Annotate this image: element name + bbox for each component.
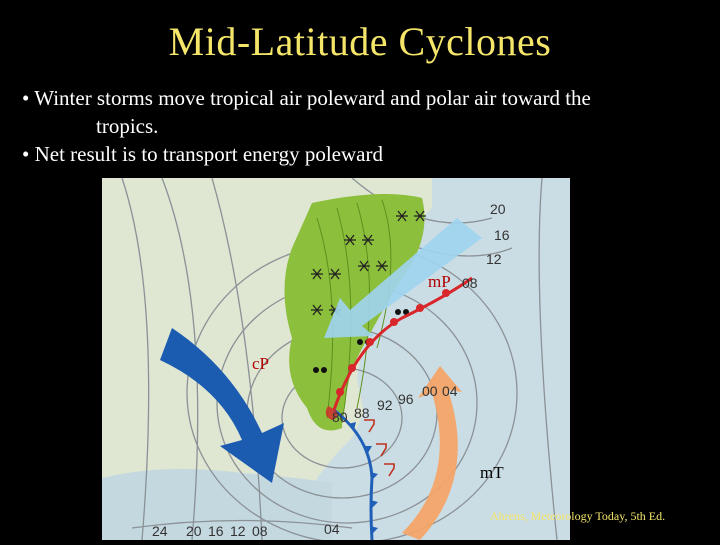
isobar-label: 12	[230, 523, 246, 539]
isobar-label: 92	[377, 397, 393, 413]
isobar-label: 96	[398, 391, 414, 407]
isobar-label: 12	[486, 251, 502, 267]
isobar-label: 24	[152, 523, 168, 539]
label-mT: mT	[480, 463, 504, 482]
isobar-label: 04	[324, 521, 340, 537]
label-mP: mP	[428, 272, 451, 291]
bullet-1-cont: tropics.	[96, 114, 159, 138]
label-cP: cP	[252, 354, 269, 373]
bullet-2: • Net result is to transport energy poleward	[22, 142, 383, 166]
weather-map	[102, 178, 570, 540]
isobar-label: 80	[332, 409, 348, 425]
source-credit: Ahrens, Meteorology Today, 5th Ed.	[490, 509, 666, 523]
bullet-1: • Winter storms move tropical air poleward and polar air toward the	[22, 86, 591, 110]
isobar-label: 16	[494, 227, 510, 243]
isobar-label: 16	[208, 523, 224, 539]
slide-title: Mid-Latitude Cyclones	[168, 19, 552, 64]
isobar-label: 00	[422, 383, 438, 399]
isobar-label: 88	[354, 405, 370, 421]
isobar-label: 20	[186, 523, 202, 539]
isobar-label: 08	[462, 275, 478, 291]
isobar-label: 20	[490, 201, 506, 217]
isobar-label: 08	[252, 523, 268, 539]
bullet-list	[22, 84, 712, 168]
isobar-label: 04	[442, 383, 458, 399]
weather-map-image	[102, 178, 570, 540]
